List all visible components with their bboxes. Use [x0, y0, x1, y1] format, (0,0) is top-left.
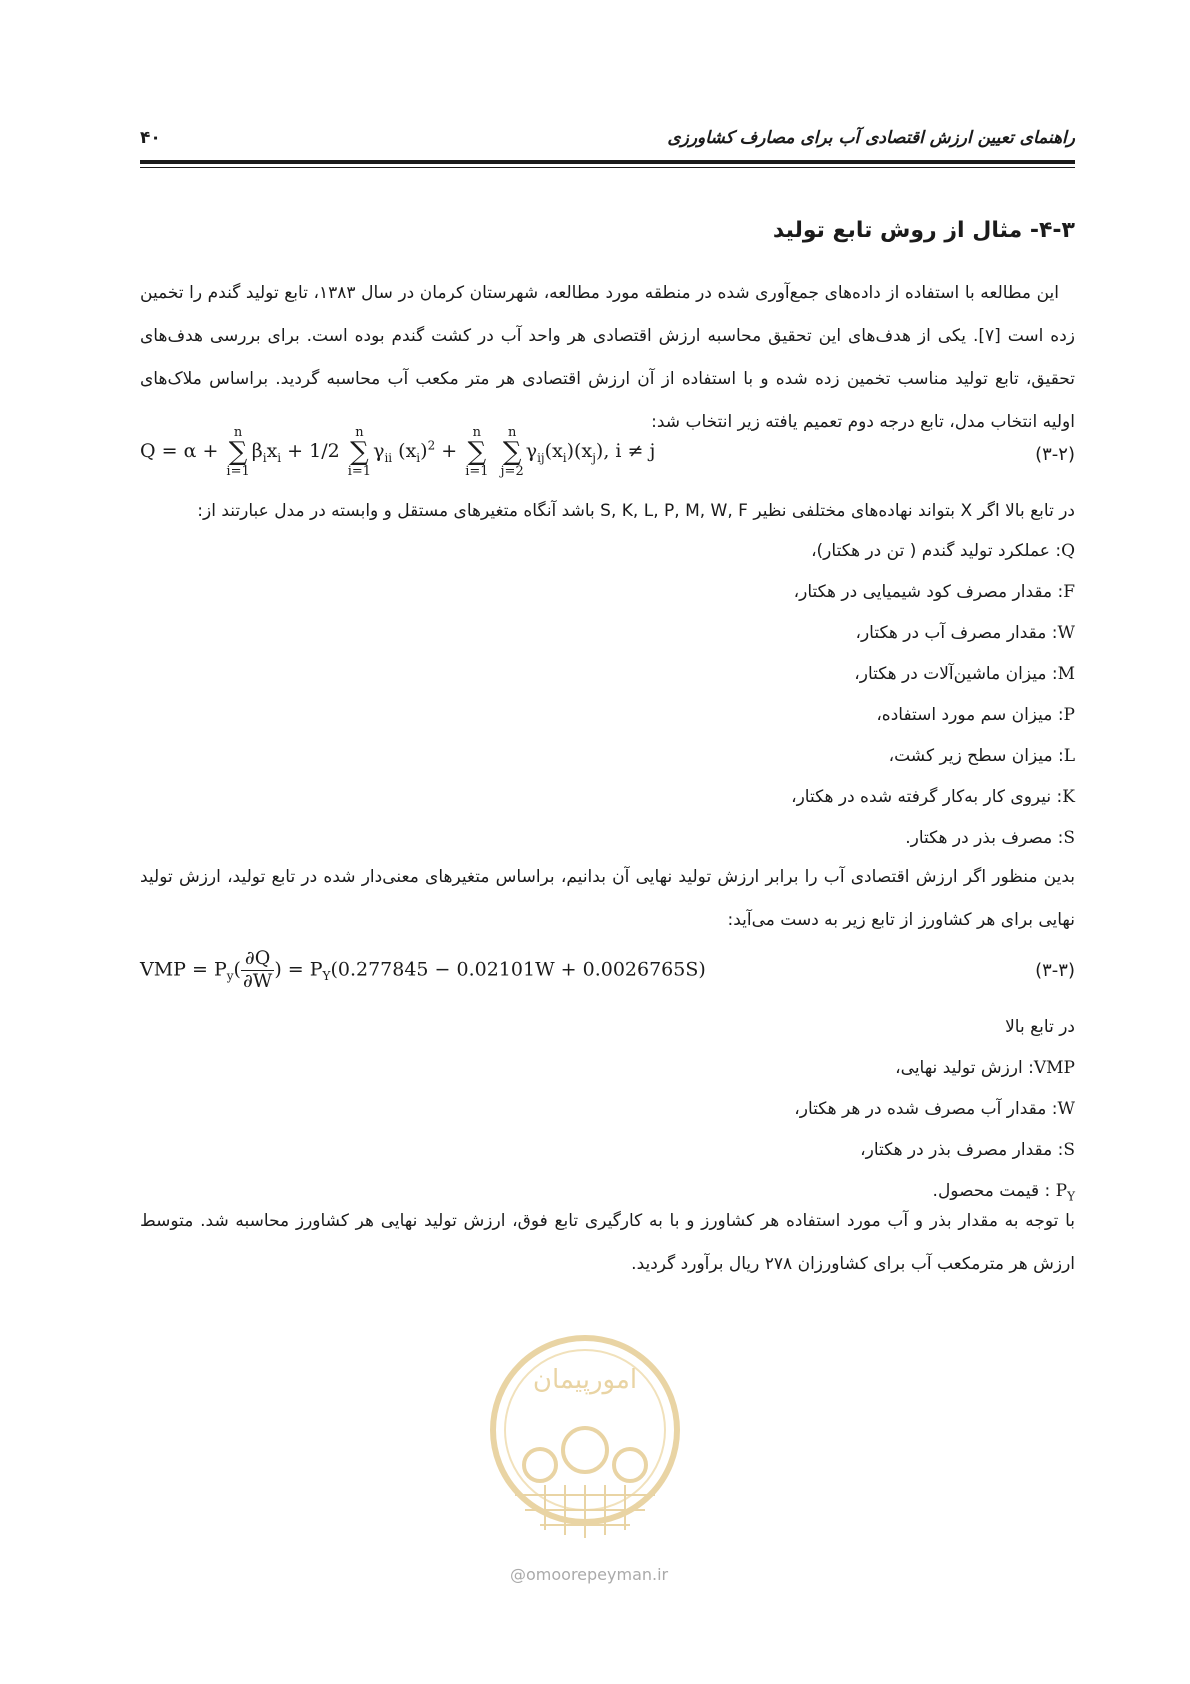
- paragraph-intro: این مطالعه با استفاده از داده‌های جمع‌آوری شده در منطقه مورد مطالعه، شهرستان کرمان در سال ۱۳۸۳، تابع تولید گندم را تخمین زده است [۷]. یکی از هدف‌های این تحقیق محاسبه ارزش اقتصادی هر واحد آب در کشت گندم بوده است. برای بررسی هدف‌های تحقیق، تابع تولید مناسب تخمین زده شده و با استفاده از آن ارزش اقتصادی هر متر مکعب آب محاسبه گردید. براساس ملاک‌های اولیه انتخاب مدل، تابع درجه دوم تعمیم یافته زیر انتخاب شد:: [140, 283, 1075, 432]
- eq1-xj-sub: j: [592, 450, 596, 465]
- var-symbol-sub: Y: [1067, 1189, 1075, 1204]
- var-desc: : قیمت محصول.: [932, 1181, 1056, 1201]
- var-desc: : مقدار آب مصرف شده در هر هکتار،: [794, 1099, 1058, 1119]
- paragraph-marginal-value: بدین منظور اگر ارزش اقتصادی آب را برابر ارزش تولید نهایی آن بدانیم، براساس متغیرهای معنی‌دار شده در تابع تولید، ارزش تولید نهایی برای هر کشاورز از تابع زیر به دست می‌آید:: [140, 867, 1075, 930]
- eq1-sum1-bottom: i=1: [226, 464, 250, 479]
- eq1-paren: ): [420, 440, 428, 462]
- var-desc: : میزان سم مورد استفاده،: [876, 705, 1064, 725]
- running-header-title: راهنمای تعیین ارزش اقتصادی آب برای مصارف کشاورزی: [667, 128, 1075, 148]
- var-desc: : مقدار مصرف کود شیمیایی در هکتار،: [793, 582, 1064, 602]
- eq1-sum3-bottom: i=1: [465, 464, 489, 479]
- sigma-icon: ∑: [502, 437, 522, 467]
- eq1-lhs: Q = α +: [140, 440, 225, 462]
- var-symbol: K: [1062, 787, 1075, 807]
- eq2-frac-num: ∂Q: [241, 948, 274, 971]
- eq1-sum1: [226, 426, 249, 478]
- var-symbol: S: [1063, 828, 1075, 848]
- eq2-lhs: VMP = P: [140, 958, 227, 981]
- eq2-frac-den: ∂W: [242, 969, 273, 992]
- equation-number-1: (۳-۲): [1035, 444, 1075, 465]
- var-symbol: F: [1063, 582, 1075, 602]
- eq1-x: x: [266, 440, 278, 462]
- eq1-sum2-top: n: [355, 425, 364, 440]
- paragraph-where: در تابع بالا: [1005, 1017, 1075, 1037]
- eq1-sum4-bottom: j=2: [500, 464, 524, 479]
- paragraph-result: با توجه به مقدار بذر و آب مورد استفاده هر کشاورز و با به کارگیری تابع فوق، ارزش تولید نهایی هر کشاورز محاسبه شد. متوسط ارزش هر مترمکعب آب برای کشاورزان ۲۷۸ ریال برآورد گردید.: [140, 1211, 1075, 1274]
- var-symbol: P: [1055, 1181, 1068, 1201]
- variable-m: [854, 659, 1075, 689]
- sigma-icon: ∑: [350, 437, 369, 467]
- eq1-gamma-sub: ii: [384, 450, 393, 465]
- var-desc: : نیروی کار به‌کار گرفته شده در هکتار،: [791, 787, 1063, 807]
- eq2-rhs: (0.277845 − 0.02101W + 0.0026765S): [330, 958, 706, 981]
- watermark-logo: [485, 1330, 685, 1560]
- var-symbol: Q: [1061, 541, 1075, 561]
- eq1-sum3: [465, 426, 488, 478]
- variable-s: [905, 823, 1075, 853]
- sigma-icon: ∑: [228, 437, 248, 467]
- var-desc: : مقدار مصرف آب در هکتار،: [855, 623, 1058, 643]
- var-desc: : مصرف بذر در هکتار.: [905, 828, 1064, 848]
- eq1-sum2-bottom: i=1: [347, 464, 372, 479]
- eq1-half: + 1/2: [281, 440, 346, 462]
- eq1-gamma-ij: γ: [525, 440, 538, 462]
- eq1-x-sub: i: [277, 450, 282, 465]
- eq1-beta-sub: i: [262, 450, 267, 465]
- variable-f: [794, 577, 1075, 607]
- eq1-tail: ), i ≠ j: [595, 440, 656, 462]
- eq1-xi-sub: i: [416, 450, 421, 465]
- var-desc: : عملکرد تولید گندم ( تن در هکتار)،: [811, 541, 1062, 561]
- variable-w2: [794, 1094, 1075, 1124]
- variable-q: [811, 536, 1075, 566]
- var-symbol: S: [1063, 1140, 1075, 1160]
- eq1-gamma-ij-sub: ij: [537, 450, 545, 465]
- var-desc: : میزان ماشین‌آلات در هکتار،: [854, 664, 1058, 684]
- var-symbol: M: [1057, 664, 1075, 684]
- paragraph-inputs: در تابع بالا اگر X بتواند نهاده‌های مختلفی نظیر S, K, L, P, M, W, F باشد آنگاه متغیرهای مستقل و وابسته در مدل عبارتند از:: [197, 501, 1075, 521]
- var-symbol: W: [1057, 623, 1075, 643]
- eq1-sum3-top: n: [472, 425, 482, 440]
- section-title: ۴-۳- مثال از روش تابع تولید: [772, 218, 1075, 243]
- var-symbol: VMP: [1033, 1058, 1075, 1078]
- eq2-paren-open: (: [233, 958, 241, 981]
- var-symbol: W: [1057, 1099, 1075, 1119]
- var-desc: : ارزش تولید نهایی،: [895, 1058, 1034, 1078]
- eq1-plus: +: [435, 440, 464, 462]
- equation-vmp: [140, 948, 706, 993]
- eq1-sum1-top: n: [233, 425, 243, 440]
- eq1-xi2: (x: [544, 440, 563, 462]
- eq1-gamma: γ: [373, 440, 385, 462]
- var-desc: : مقدار مصرف بذر در هکتار،: [860, 1140, 1064, 1160]
- page-number: ۴۰: [140, 128, 161, 148]
- variable-l: [889, 741, 1075, 771]
- var-symbol: L: [1063, 746, 1075, 766]
- watermark-emblem-icon: [485, 1330, 685, 1560]
- sigma-icon: ∑: [467, 437, 487, 467]
- eq2-rhs-sub: Y: [322, 969, 331, 984]
- eq2-fraction: [241, 948, 274, 993]
- variable-vmp: [895, 1053, 1075, 1083]
- eq1-power: 2: [427, 438, 436, 453]
- eq1-beta: β: [251, 440, 263, 462]
- variable-p: [876, 700, 1075, 730]
- eq2-lhs-sub: y: [226, 969, 234, 984]
- eq2-paren-close: ) = P: [274, 958, 323, 981]
- variable-w: [855, 618, 1075, 648]
- eq1-xi2-sub: i: [562, 450, 567, 465]
- eq1-sum2: [348, 426, 371, 478]
- var-desc: : میزان سطح زیر کشت،: [888, 746, 1064, 766]
- var-symbol: P: [1063, 705, 1075, 725]
- eq1-sum4: [501, 426, 524, 478]
- eq1-xj: )(x: [566, 440, 593, 462]
- variable-k: [791, 782, 1075, 812]
- watermark-url: @omoorepeyman.ir: [510, 1565, 669, 1584]
- eq1-xi: (x: [392, 440, 417, 462]
- eq1-sum4-top: n: [507, 425, 517, 440]
- equation-production-function: [140, 426, 655, 478]
- variable-s2: [860, 1135, 1075, 1165]
- equation-number-2: (۳-۳): [1035, 960, 1075, 981]
- watermark-text: امورپیمان: [532, 1365, 638, 1395]
